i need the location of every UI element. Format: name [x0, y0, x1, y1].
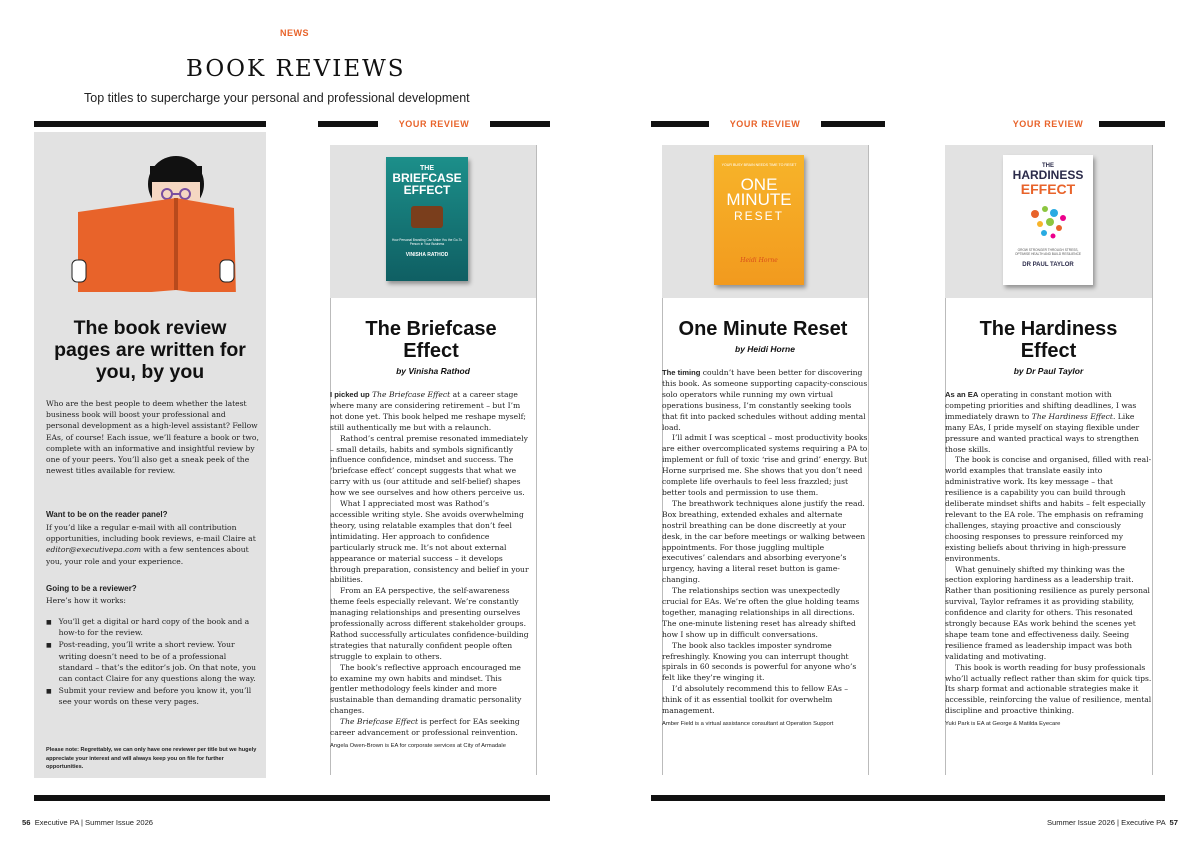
book-title: One Minute Reset [678, 318, 848, 340]
email-link[interactable]: editor@executivepa.com [46, 545, 142, 555]
bottom-rule-left [34, 795, 550, 801]
top-rule [490, 121, 550, 127]
cover-panel [330, 145, 536, 298]
book-cover: YOUR BUSY BRAIN NEEDS TIME TO RESET ONE MINUTE RESET Heidi Horne [714, 155, 804, 285]
review-label: YOUR REVIEW [398, 119, 470, 129]
review-label: YOUR REVIEW [729, 119, 801, 129]
reviewer-sub: Here’s how it works: [46, 596, 126, 605]
section-tag: NEWS [280, 28, 309, 38]
review-body: The timing couldn’t have been better for discovering this book. As someone supporting capacity-conscious solo operators while running my own virtual operations business, I’m constantly seeking tools that fit into packed schedules without adding mental load. I’ll admit I was sceptical – most productivity books are either overcomplicated systems requiring a PA to implement or full of toxic ‘rise and grind’ energy. But Horne surprised me. She shows that you don’t need complete life overhauls to feel less frazzled; just better tools and permission to use them. The breathwork techniques alone justify the read. Box breathing, extended exhales and alternate nostril breathing can be done discreetly at your desk, in the car before meetings or walking between appointments. For those juggling multiple executives’ calendars and absorbing everyone’s urgency, having a literal reset button is game-changing. The relationships section was unexpectedly crucial for EAs. We’re often the glue holding teams together, managing relationships in all directions. The one-minute listening reset has already shifted how I show up in difficult conversations. The book also tackles imposter syndrome refreshingly. Knowing you can interrupt thought spirals in 60 seconds is powerful for anyone who’s felt like they’re winging it. I’d absolutely recommend this to fellow EAs – think of it as essential toolkit for overwhelm management. [662, 368, 868, 716]
panel-text: If you’d like a regular e-mail with all contribution opportunities, including book reviews, e-mail Claire at editor@executivepa.com with a few sentences about you, your role and your experience. [46, 523, 256, 566]
byline: by Vinisha Rathod [396, 366, 470, 376]
brain-dots-icon [1023, 200, 1073, 244]
byline: by Dr Paul Taylor [1013, 366, 1084, 376]
list-item: ■ You’ll get a digital or hard copy of the book and a how-to for the review. [46, 617, 250, 638]
panel-heading: Want to be on the reader panel? [46, 510, 168, 519]
sidebar-intro: Who are the best people to deem whether the latest business book will boost your professional and personal development as a high-level assistant? Fellow EAs, of course! Each issue, we’ll feature a book or two, complete with an informative and insightful review by one of your peers. You’ll also get a sneak peek of the newest titles available for review. [46, 399, 259, 476]
reviewer-credit: Angela Owen-Brown is EA for corporate services at City of Armadale [330, 743, 506, 749]
footer-left: 56 Executive PA | Summer Issue 2026 [22, 818, 154, 827]
top-rule [651, 121, 709, 127]
reader-illustration [34, 132, 266, 292]
footer-right: Summer Issue 2026 | Executive PA 57 [1046, 818, 1178, 827]
sidebar-heading: The book review pages are written for you, by you [54, 317, 246, 383]
sidebar-note: Please note: Regrettably, we can only have one reviewer per title but we hugely appreciate your interest and will always keep you on file for further opportunities. [46, 747, 257, 771]
page-title: BOOK REVIEWS [186, 56, 406, 82]
cover-panel [945, 145, 1152, 298]
book-cover: THE HARDINESS EFFECT GROW STRONGER THROUGH STRESS, OPTIMISE HEALTH AND BUILD RESILIENCE DR PAUL TAYLOR [1003, 155, 1093, 285]
top-rule-left [34, 121, 266, 127]
review-briefcase-effect [330, 145, 536, 749]
top-rule [1099, 121, 1165, 127]
list-item: ■ Post-reading, you’ll write a short review. Your writing doesn’t need to be of a professional standard – that’s the editor’s job. On that note, you can contact Claire for any questions along the way. [46, 640, 257, 684]
byline: by Heidi Horne [735, 344, 795, 354]
steps-list [46, 616, 260, 708]
book-title: The Hardiness Effect [979, 318, 1118, 362]
reviewer-credit: Amber Field is a virtual assistance consultant at Operation Support [662, 721, 834, 727]
review-label: YOUR REVIEW [1012, 119, 1084, 129]
review-hardiness-effect [945, 145, 1152, 727]
reader-panel-sidebar [34, 132, 266, 778]
top-rule [821, 121, 885, 127]
reviewer-credit: Yuki Park is EA at George & Matilda Eyecare [945, 721, 1061, 728]
review-body: As an EA operating in constant motion with competing priorities and shifting deadlines, I was immediately drawn to The Hardiness Effect. Like many EAs, I pride myself on staying flexible under pressure and wanted practical ways to strengthen those skills. The book is concise and organised, filled with real-world examples that translate easily into administrative work. Its key message – that resilience is a capability you can build through deliberate mindset shifts and habits – felt especially relevant to the EA role. The emphasis on reframing challenges, staying proactive and consciously choosing responses to pressure reinforced my existing beliefs about thriving in high-pressure environments. What genuinely shifted my thinking was the section exploring hardiness as a leadership trait. Rather than positioning resilience as purely personal survival, Taylor reframes it as providing stability, confidence and clarity for others. This resonated strongly because EAs work behind the scenes yet shape team tone and effectiveness daily. Seeing resilience framed as leadership impact was both validating and motivating. This book is worth reading for busy professionals who’ll actually reflect rather than skim for quick tips. Its sharp format and actionable strategies make it accessible, reinforcing the value of resilience, mental discipline and proactive thinking. [945, 390, 1152, 716]
briefcase-icon [411, 206, 443, 228]
reviewer-heading: Going to be a reviewer? [46, 584, 137, 593]
top-rule [318, 121, 378, 127]
bottom-rule-right [651, 795, 1165, 801]
list-item: ■ Submit your review and before you know it, you’ll see your words on these very pages. [46, 686, 252, 707]
book-cover: THE BRIEFCASE EFFECT How Personal Branding Can Make You the Go-To Person in Your Business VINISHA RATHOD [386, 157, 468, 281]
page-subtitle: Top titles to supercharge your personal and professional development [84, 91, 470, 105]
review-one-minute-reset [662, 145, 868, 727]
review-body: I picked up The Briefcase Effect at a career stage where many are considering retirement – but I’m not done yet. This book helped me reshape myself; still authentically me but with a relaunch. Rathod’s central premise resonated immediately – small details, habits and symbols significantly influence confidence, mindset and success. The ‘briefcase effect’ concept suggests that what we carry with us (our attitude and self-belief) shapes how we see ourselves and how others perceive us. What I appreciated most was Rathod’s accessible writing style. She avoids overwhelming theory, using relatable examples that don’t feel intimidating. Her approach to confidence particularly struck me. It’s not about external appearance or material success – it develops through preparation, consistency and belief in your abilities. From an EA perspective, the self-awareness theme feels especially relevant. We’re constantly managing relationships and presenting ourselves professionally across different stakeholder groups. Rathod successfully articulates confidence-building strategies that naturally confident people often struggle to explain to others. The book’s reflective approach encouraged me to examine my own habits and mindset. This gentler methodology feels kinder and more sustainable than demanding dramatic personality changes. The Briefcase Effect is perfect for EAs seeking career advancement or professional reinvention. [330, 390, 529, 738]
book-title: The Briefcase Effect [365, 318, 497, 362]
cover-panel [662, 145, 868, 298]
